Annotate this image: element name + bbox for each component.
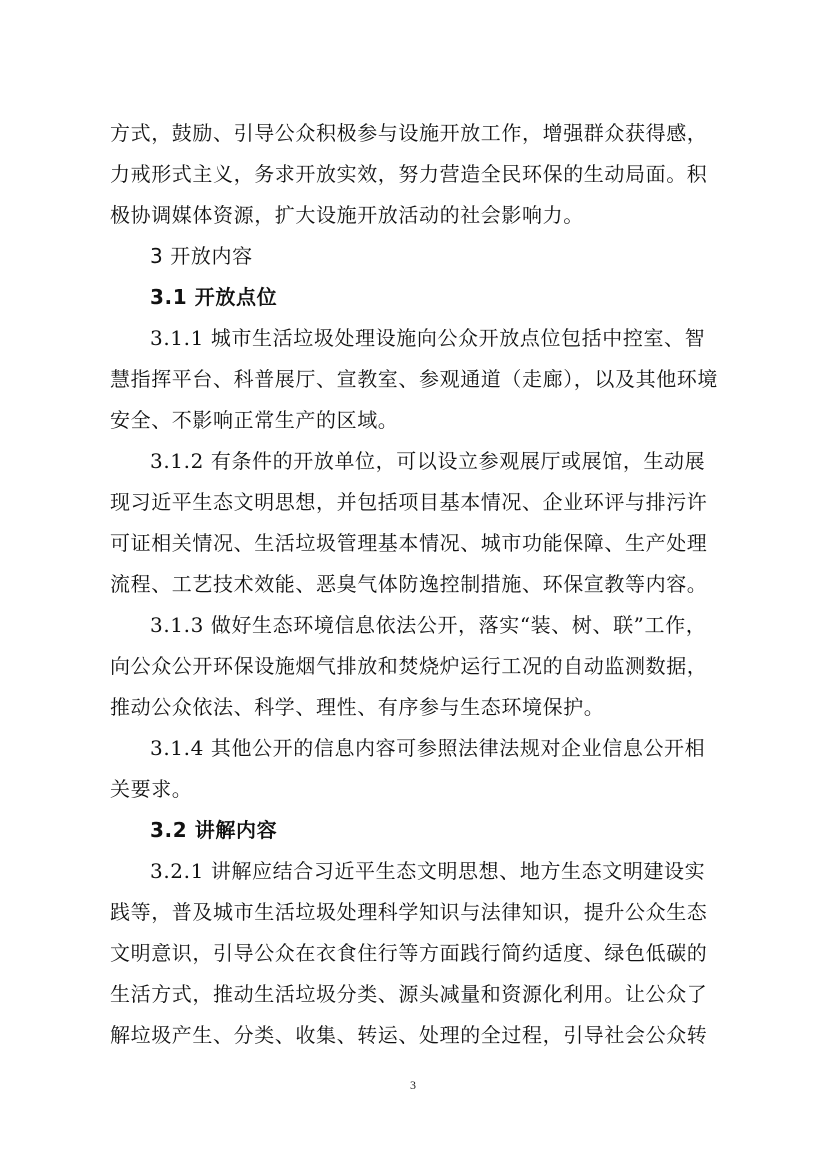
paragraph-line: 流程、工艺技术效能、恶臭气体防逸控制措施、环保宣教等内容。	[110, 572, 708, 596]
page-body	[110, 113, 718, 1056]
paragraph-line: 推动公众依法、科学、理性、有序参与生态环境保护。	[110, 695, 605, 719]
paragraph-line: 可证相关情况、生活垃圾管理基本情况、城市功能保障、生产处理	[110, 531, 708, 555]
paragraph-line: 关要求。	[110, 777, 193, 801]
paragraph-line: 安全、不影响正常生产的区域。	[110, 408, 399, 432]
page-number: 3	[410, 1078, 416, 1092]
paragraph-line: 生活方式，推动生活垃圾分类、源头减量和资源化利用。让公众了	[110, 982, 708, 1006]
paragraph-line: 极协调媒体资源，扩大设施开放活动的社会影响力。	[110, 203, 584, 227]
paragraph-line: 力戒形式主义，务求开放实效，努力营造全民环保的生动局面。积	[110, 162, 708, 186]
paragraph-line: 方式，鼓励、引导公众积极参与设施开放工作，增强群众获得感，	[110, 121, 708, 145]
paragraph-line: 3.1.1 城市生活垃圾处理设施向公众开放点位包括中控室、智	[150, 326, 706, 350]
paragraph-line: 践等，普及城市生活垃圾处理科学知识与法律知识，提升公众生态	[110, 900, 708, 924]
paragraph-line: 文明意识，引导公众在衣食住行等方面践行简约适度、绿色低碳的	[110, 941, 708, 965]
section-heading: 3 开放内容	[150, 244, 253, 268]
paragraph-line: 3.1.4 其他公开的信息内容可参照法律法规对企业信息公开相	[150, 736, 706, 760]
subsection-heading: 3.2 讲解内容	[150, 818, 278, 842]
paragraph-line: 向公众公开环保设施烟气排放和焚烧炉运行工况的自动监测数据，	[110, 654, 708, 678]
paragraph-line: 慧指挥平台、科普展厅、宣教室、参观通道（走廊），以及其他环境	[110, 367, 718, 391]
paragraph-line: 3.1.3 做好生态环境信息依法公开，落实“装、树、联”工作，	[150, 613, 707, 637]
paragraph-line: 现习近平生态文明思想，并包括项目基本情况、企业环评与排污许	[110, 490, 708, 514]
paragraph-line: 解垃圾产生、分类、收集、转运、处理的全过程，引导社会公众转	[110, 1023, 708, 1047]
paragraph-line: 3.2.1 讲解应结合习近平生态文明思想、地方生态文明建设实	[150, 859, 706, 883]
subsection-heading: 3.1 开放点位	[150, 285, 278, 309]
paragraph-line: 3.1.2 有条件的开放单位，可以设立参观展厅或展馆，生动展	[150, 449, 706, 473]
